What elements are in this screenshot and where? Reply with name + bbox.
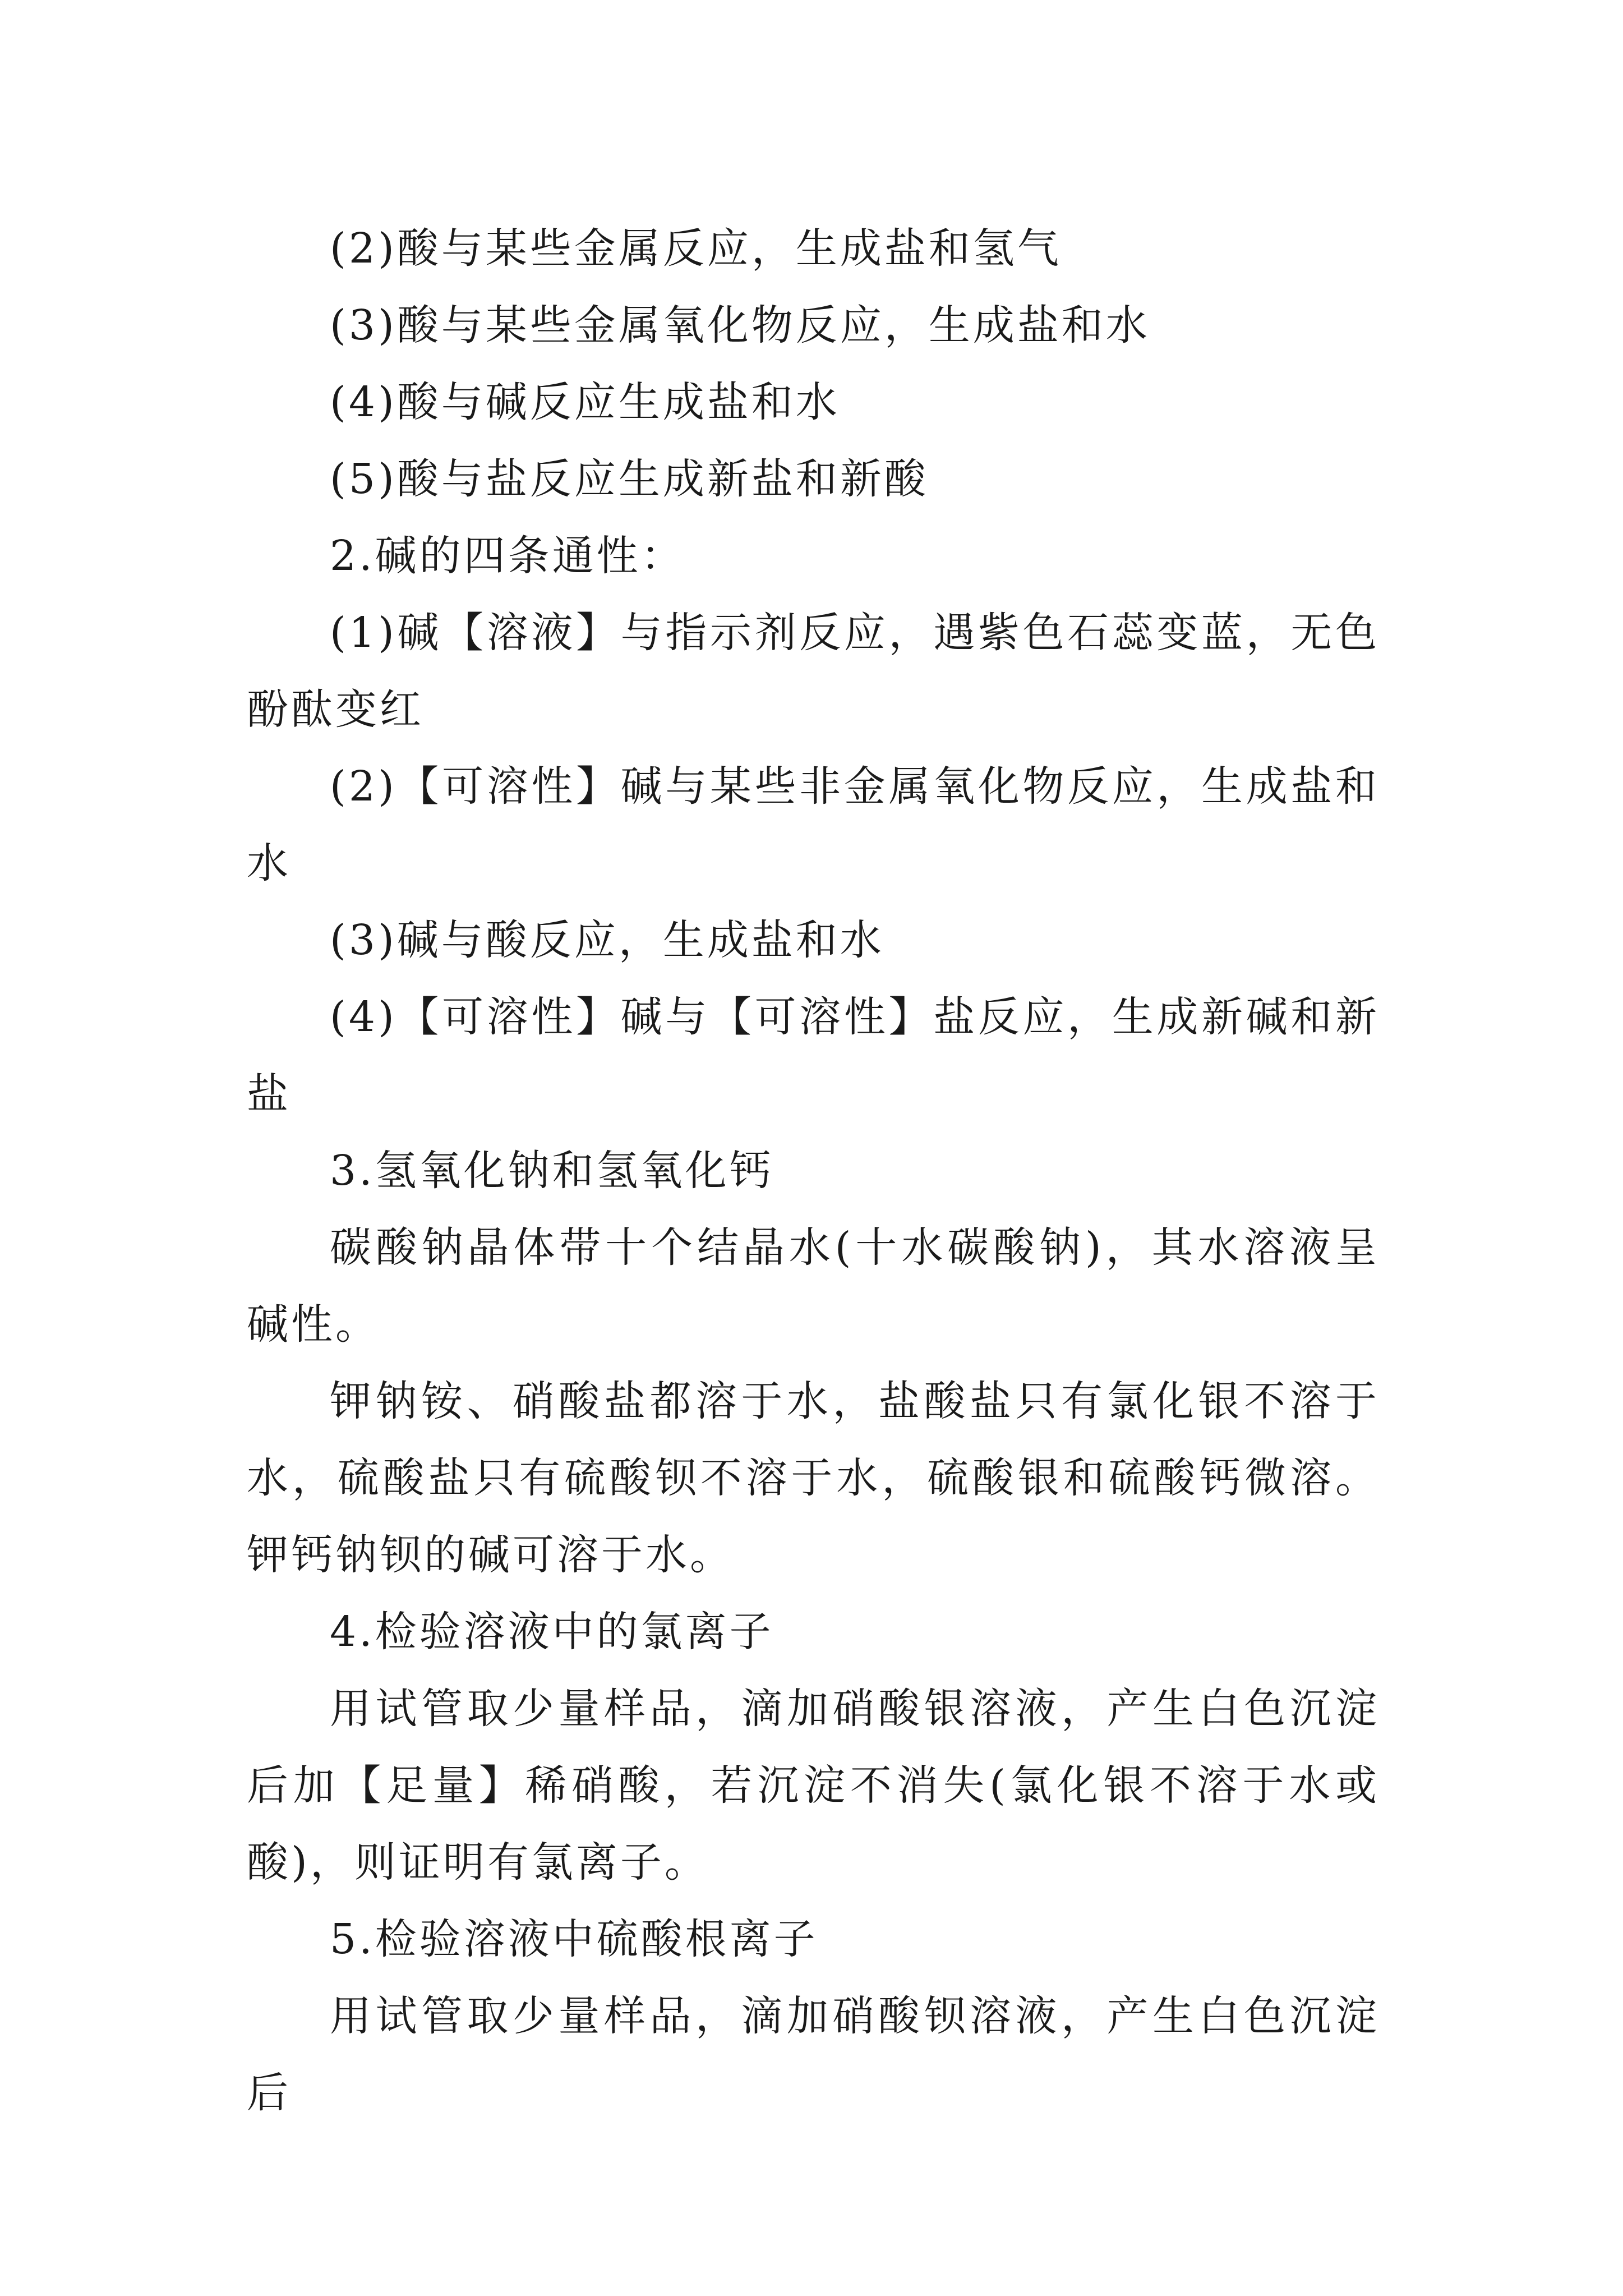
paragraph-chloride-test: 用试管取少量样品，滴加硝酸银溶液，产生白色沉淀后加【足量】稀硝酸，若沉淀不消失(氯化银不溶于水或酸)，则证明有氯离子。 — [247, 1685, 1380, 1887]
paragraph-acid-base: (4)酸与碱反应生成盐和水 — [330, 378, 840, 426]
paragraph-acid-metal-oxide: (3)酸与某些金属氧化物反应，生成盐和水 — [330, 301, 1150, 349]
paragraph-sulfate-test: 用试管取少量样品，滴加硝酸钡溶液，产生白色沉淀后 — [247, 1992, 1380, 2117]
paragraph-sodium-carbonate: 碳酸钠晶体带十个结晶水(十水碳酸钠)，其水溶液呈碱性。 — [247, 1223, 1380, 1349]
paragraph-solubility: 钾钠铵、硝酸盐都溶于水，盐酸盐只有氯化银不溶于水，硫酸盐只有硫酸钡不溶于水，硫酸银和硫酸钙微溶。钾钙钠钡的碱可溶于水。 — [247, 1377, 1380, 1579]
document-body — [247, 210, 1380, 2132]
heading-sulfate-test: 5.检验溶液中硫酸根离子 — [330, 1915, 818, 1963]
paragraph-acid-salt: (5)酸与盐反应生成新盐和新酸 — [330, 455, 929, 503]
paragraph-base-salt: (4)【可溶性】碱与【可溶性】盐反应，生成新碱和新盐 — [247, 993, 1380, 1118]
paragraph-base-acid: (3)碱与酸反应，生成盐和水 — [330, 916, 884, 964]
heading-chloride-test: 4.检验溶液中的氯离子 — [330, 1608, 774, 1656]
paragraph-acid-metal: (2)酸与某些金属反应，生成盐和氢气 — [330, 224, 1062, 273]
paragraph-base-indicator: (1)碱【溶液】与指示剂反应，遇紫色石蕊变蓝，无色酚酞变红 — [247, 609, 1380, 734]
paragraph-base-nonmetal-oxide: (2)【可溶性】碱与某些非金属氧化物反应，生成盐和水 — [247, 762, 1380, 887]
heading-hydroxides: 3.氢氧化钠和氢氧化钙 — [330, 1147, 774, 1195]
heading-base-properties: 2.碱的四条通性： — [330, 532, 685, 580]
